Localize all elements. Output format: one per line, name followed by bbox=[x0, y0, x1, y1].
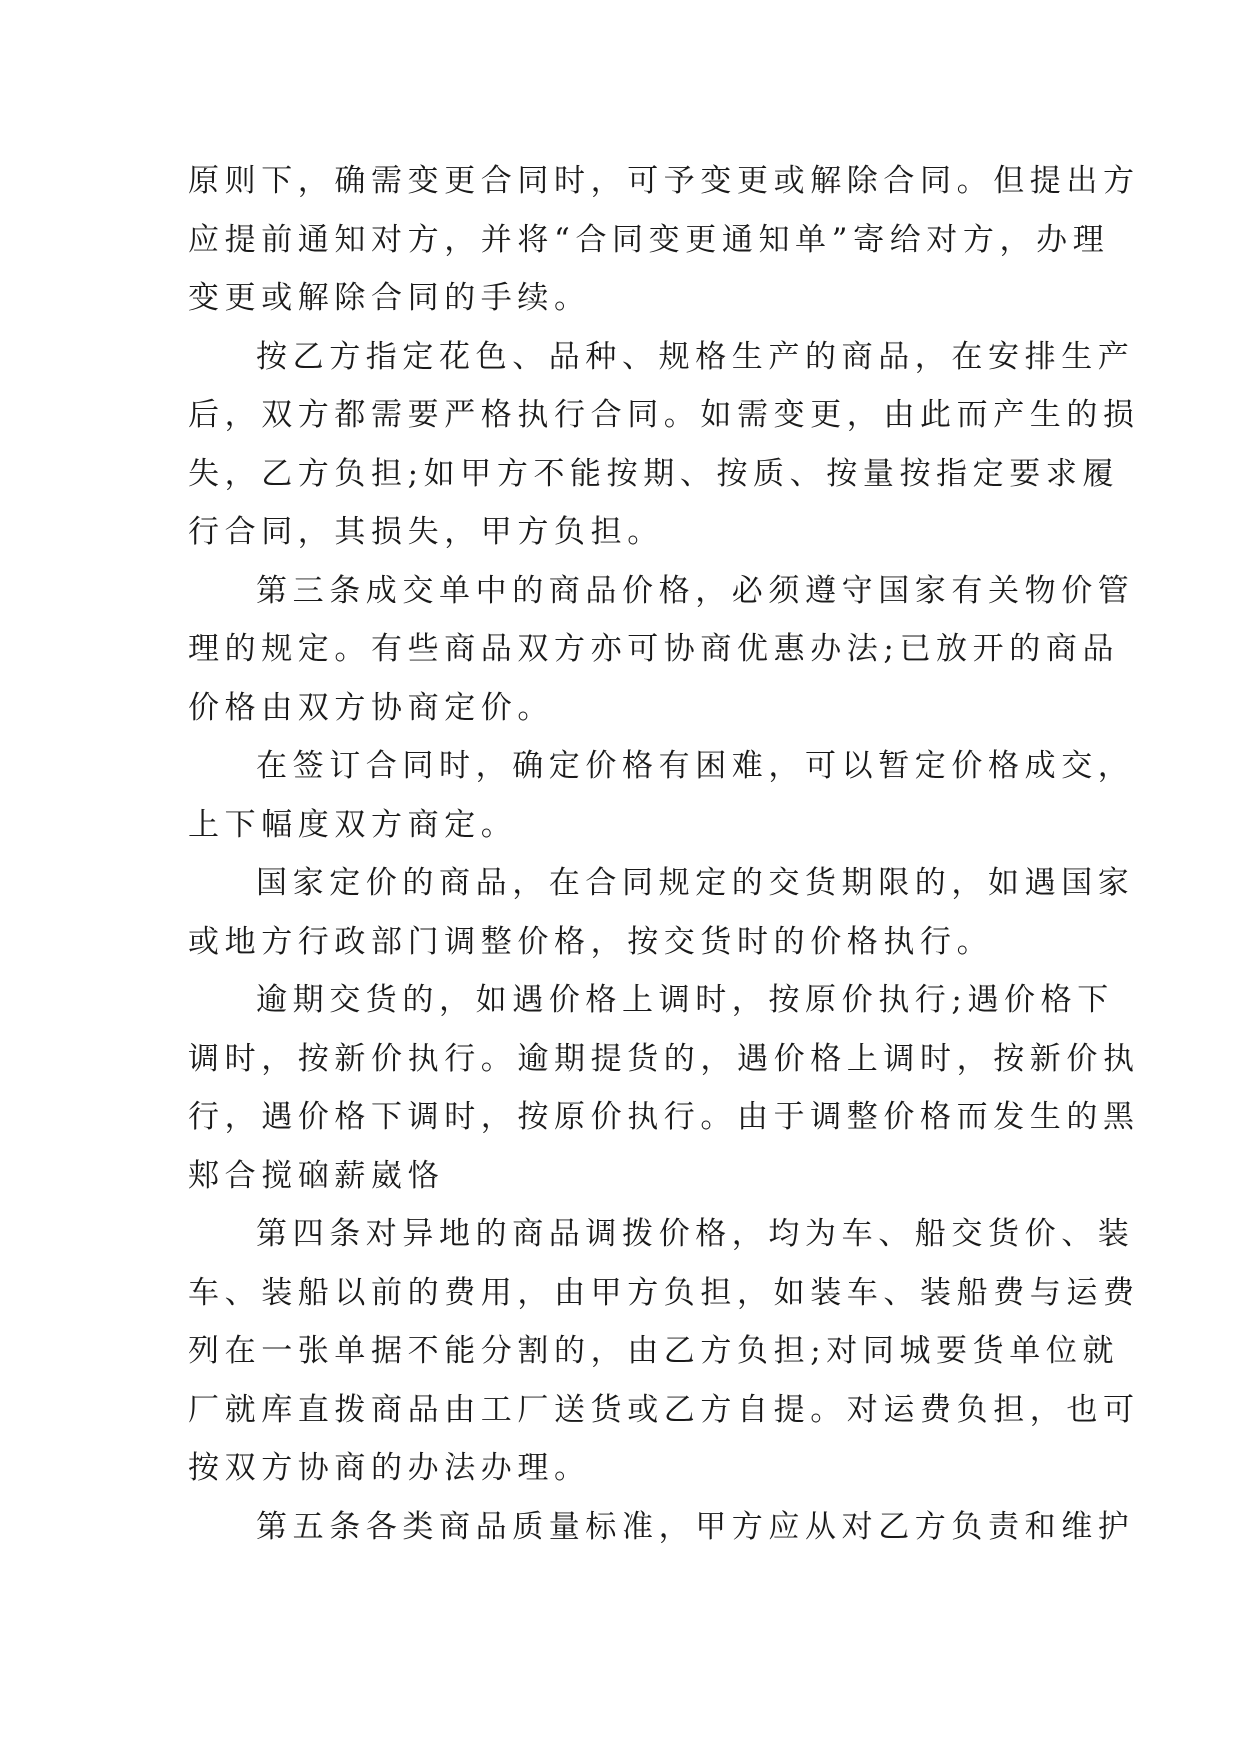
text-line: 郏合搅硇薪崴恪 bbox=[188, 1157, 445, 1194]
text-line: 应提前通知对方，并将“合同变更通知单”寄给对方，办理 bbox=[188, 221, 1110, 258]
text-line: 失，乙方负担;如甲方不能按期、按质、按量按指定要求履 bbox=[188, 455, 1120, 492]
text-line: 上下幅度双方商定。 bbox=[188, 806, 518, 843]
text-line: 逾期交货的，如遇价格上调时，按原价执行;遇价格下 bbox=[256, 982, 1114, 1018]
text-line: 第三条成交单中的商品价格，必须遵守国家有关物价管 bbox=[256, 572, 1135, 609]
text-line: 原则下，确需变更合同时，可予变更或解除合同。但提出方 bbox=[188, 163, 1140, 199]
text-line: 后，双方都需要严格执行合同。如需变更，由此而产生的损 bbox=[188, 397, 1140, 433]
text-line: 行，遇价格下调时，按原价执行。由于调整价格而发生的黑 bbox=[188, 1099, 1140, 1135]
contract-body-text bbox=[188, 152, 1140, 1556]
text-line: 变更或解除合同的手续。 bbox=[188, 280, 591, 316]
text-line: 在签订合同时，确定价格有困难，可以暂定价格成交， bbox=[256, 748, 1135, 784]
text-line: 第五条各类商品质量标准，甲方应从对乙方负责和维护 bbox=[256, 1508, 1135, 1545]
text-line: 厂就库直拨商品由工厂送货或乙方自提。对运费负担，也可 bbox=[188, 1391, 1140, 1428]
text-line: 理的规定。有些商品双方亦可协商优惠办法;已放开的商品 bbox=[188, 631, 1120, 667]
text-line: 按乙方指定花色、品种、规格生产的商品，在安排生产 bbox=[256, 338, 1135, 375]
text-line: 按双方协商的办法办理。 bbox=[188, 1450, 591, 1486]
text-line: 第四条对异地的商品调拨价格，均为车、船交货价、装 bbox=[256, 1216, 1135, 1252]
text-line: 行合同，其损失，甲方负担。 bbox=[188, 514, 664, 550]
text-line: 国家定价的商品，在合同规定的交货期限的，如遇国家 bbox=[256, 865, 1135, 901]
text-line: 车、装船以前的费用，由甲方负担，如装车、装船费与运费 bbox=[188, 1274, 1140, 1311]
text-line: 调时，按新价执行。逾期提货的，遇价格上调时，按新价执 bbox=[188, 1040, 1140, 1077]
text-line: 列在一张单据不能分割的，由乙方负担;对同城要货单位就 bbox=[188, 1333, 1120, 1369]
text-line: 价格由双方协商定价。 bbox=[188, 689, 554, 726]
text-line: 或地方行政部门调整价格，按交货时的价格执行。 bbox=[188, 923, 994, 960]
